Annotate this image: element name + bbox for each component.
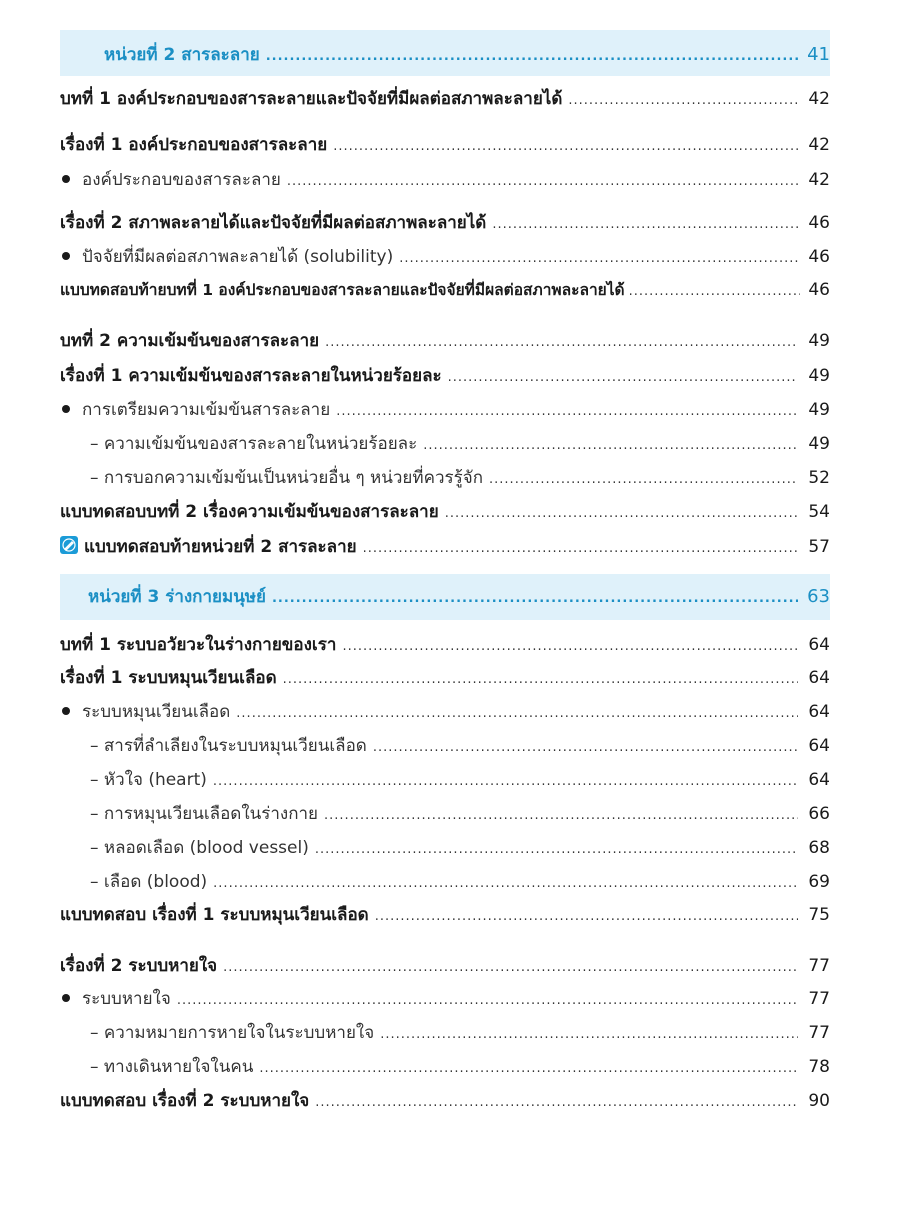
bullet-icon bbox=[62, 405, 70, 413]
toc-label: – เลือด (blood) bbox=[90, 872, 208, 892]
toc-label: เรื่องที่ 2 สภาพละลายได้และปัจจัยที่มีผลต่อสภาพละลายได้ bbox=[60, 213, 487, 233]
page-number: 75 bbox=[808, 905, 830, 925]
toc-unit-test[interactable] bbox=[60, 534, 830, 561]
dot-leader bbox=[336, 400, 798, 424]
toc-label: แบบทดสอบบทที่ 2 เรื่องความเข้มข้นของสารละลาย bbox=[60, 502, 439, 522]
dot-leader bbox=[380, 1023, 798, 1047]
page-number: 49 bbox=[808, 400, 830, 420]
dot-leader bbox=[266, 45, 798, 69]
page-number: 78 bbox=[808, 1057, 830, 1077]
pencil-icon bbox=[60, 536, 78, 554]
toc-label: แบบทดสอบ เรื่องที่ 2 ระบบหายใจ bbox=[60, 1091, 310, 1111]
toc-topic[interactable] bbox=[60, 133, 830, 159]
page-number: 77 bbox=[808, 956, 830, 976]
bullet-icon bbox=[62, 707, 70, 715]
page-number: 57 bbox=[808, 537, 830, 557]
toc-chapter[interactable] bbox=[60, 329, 830, 355]
toc-label: บทที่ 2 ความเข้มข้นของสารละลาย bbox=[60, 331, 320, 351]
toc-bullet-item[interactable] bbox=[60, 168, 830, 194]
toc-unit-3[interactable] bbox=[60, 585, 830, 611]
toc-sub-item[interactable] bbox=[60, 836, 830, 862]
toc-test[interactable] bbox=[60, 903, 830, 929]
page-number: 49 bbox=[808, 366, 830, 386]
dot-leader bbox=[629, 280, 800, 304]
toc-topic[interactable] bbox=[60, 211, 830, 237]
toc-label: แบบทดสอบท้ายหน่วยที่ 2 สารละลาย bbox=[84, 537, 357, 557]
dot-leader bbox=[375, 905, 798, 929]
toc-label: – การบอกความเข้มข้นเป็นหน่วยอื่น ๆ หน่วยที่ควรรู้จัก bbox=[90, 468, 484, 488]
toc-sub-item[interactable] bbox=[60, 734, 830, 760]
toc-label: – สารที่ลำเลียงในระบบหมุนเวียนเลือด bbox=[90, 736, 367, 756]
dot-leader bbox=[325, 331, 798, 355]
toc-sub-item[interactable] bbox=[60, 802, 830, 828]
bullet-icon bbox=[62, 175, 70, 183]
page-number: 52 bbox=[808, 468, 830, 488]
page-number: 63 bbox=[807, 586, 830, 607]
toc-label: – ทางเดินหายใจในคน bbox=[90, 1057, 254, 1077]
dot-leader bbox=[315, 838, 798, 862]
toc-bullet-item[interactable] bbox=[60, 245, 830, 271]
unit-title: หน่วยที่ 2 สารละลาย bbox=[104, 45, 260, 65]
toc-label: ปัจจัยที่มีผลต่อสภาพละลายได้ (solubility) bbox=[82, 247, 394, 267]
toc-unit-2[interactable] bbox=[60, 43, 830, 69]
toc-sub-item[interactable] bbox=[60, 1021, 830, 1047]
toc-label: เรื่องที่ 1 ความเข้มข้นของสารละลายในหน่วยร้อยละ bbox=[60, 366, 442, 386]
toc-label: การเตรียมความเข้มข้นสารละลาย bbox=[82, 400, 331, 420]
dot-leader bbox=[283, 668, 798, 692]
dot-leader bbox=[448, 366, 798, 390]
toc-label: ระบบหมุนเวียนเลือด bbox=[82, 702, 231, 722]
dot-leader bbox=[177, 989, 798, 1013]
page-number: 41 bbox=[807, 44, 830, 65]
page-number: 46 bbox=[808, 280, 830, 300]
toc-label: บทที่ 1 ระบบอวัยวะในร่างกายของเรา bbox=[60, 635, 337, 655]
dot-leader bbox=[236, 702, 798, 726]
dot-leader bbox=[324, 804, 798, 828]
page-number: 68 bbox=[808, 838, 830, 858]
dot-leader bbox=[315, 1091, 798, 1115]
toc-label: แบบทดสอบท้ายบทที่ 1 องค์ประกอบของสารละลายและปัจจัยที่มีผลต่อสภาพละลายได้ bbox=[60, 281, 625, 299]
toc-label: – การหมุนเวียนเลือดในร่างกาย bbox=[90, 804, 319, 824]
bullet-icon bbox=[62, 252, 70, 260]
dot-leader bbox=[213, 872, 798, 896]
dot-leader bbox=[287, 170, 798, 194]
bullet-icon bbox=[62, 994, 70, 1002]
toc-topic[interactable] bbox=[60, 666, 830, 692]
toc-sub-item[interactable] bbox=[60, 466, 830, 492]
page-number: 77 bbox=[808, 1023, 830, 1043]
unit-title: หน่วยที่ 3 ร่างกายมนุษย์ bbox=[88, 587, 266, 607]
page-number: 77 bbox=[808, 989, 830, 1009]
toc-sub-item[interactable] bbox=[60, 432, 830, 458]
toc-sub-item[interactable] bbox=[60, 768, 830, 794]
dot-leader bbox=[213, 770, 798, 794]
toc-label: องค์ประกอบของสารละลาย bbox=[82, 170, 281, 190]
page-number: 46 bbox=[808, 213, 830, 233]
dot-leader bbox=[333, 135, 798, 159]
toc-label: บทที่ 1 องค์ประกอบของสารละลายและปัจจัยที่มีผลต่อสภาพละลายได้ bbox=[60, 89, 563, 109]
dot-leader bbox=[223, 956, 798, 980]
toc-chapter[interactable] bbox=[60, 633, 830, 659]
page-number: 64 bbox=[808, 702, 830, 722]
dot-leader bbox=[399, 247, 798, 271]
toc-test[interactable] bbox=[60, 500, 830, 526]
toc-topic[interactable] bbox=[60, 364, 830, 390]
toc-label: เรื่องที่ 1 องค์ประกอบของสารละลาย bbox=[60, 135, 328, 155]
toc-label: เรื่องที่ 2 ระบบหายใจ bbox=[60, 956, 218, 976]
toc-label: – ความหมายการหายใจในระบบหายใจ bbox=[90, 1023, 375, 1043]
page-number: 64 bbox=[808, 770, 830, 790]
page-number: 54 bbox=[808, 502, 830, 522]
page-number: 42 bbox=[808, 89, 830, 109]
page-number: 42 bbox=[808, 170, 830, 190]
toc-chapter[interactable] bbox=[60, 87, 830, 113]
toc-bullet-item[interactable] bbox=[60, 987, 830, 1013]
page-number: 64 bbox=[808, 635, 830, 655]
toc-label: แบบทดสอบ เรื่องที่ 1 ระบบหมุนเวียนเลือด bbox=[60, 905, 369, 925]
toc-label: – หลอดเลือด (blood vessel) bbox=[90, 838, 309, 858]
page-number: 46 bbox=[808, 247, 830, 267]
toc-test[interactable] bbox=[60, 1089, 830, 1115]
dot-leader bbox=[259, 1057, 798, 1081]
toc-label: – ความเข้มข้นของสารละลายในหน่วยร้อยละ bbox=[90, 434, 418, 454]
page-number: 64 bbox=[808, 668, 830, 688]
dot-leader bbox=[272, 587, 798, 611]
toc-label: ระบบหายใจ bbox=[82, 989, 171, 1009]
page-number: 42 bbox=[808, 135, 830, 155]
toc-test[interactable] bbox=[60, 278, 830, 304]
dot-leader bbox=[373, 736, 798, 760]
page-number: 64 bbox=[808, 736, 830, 756]
toc-sub-item[interactable] bbox=[60, 1055, 830, 1081]
page-number: 49 bbox=[808, 434, 830, 454]
dot-leader bbox=[423, 434, 798, 458]
dot-leader bbox=[363, 537, 798, 561]
page-number: 49 bbox=[808, 331, 830, 351]
page-number: 66 bbox=[808, 804, 830, 824]
toc-bullet-item[interactable] bbox=[60, 398, 830, 424]
dot-leader bbox=[445, 502, 798, 526]
toc-topic[interactable] bbox=[60, 954, 830, 980]
toc-bullet-item[interactable] bbox=[60, 700, 830, 726]
toc-label: – หัวใจ (heart) bbox=[90, 770, 207, 790]
dot-leader bbox=[568, 89, 798, 113]
dot-leader bbox=[342, 635, 798, 659]
toc-sub-item[interactable] bbox=[60, 870, 830, 896]
dot-leader bbox=[489, 468, 798, 492]
dot-leader bbox=[492, 213, 798, 237]
page-number: 69 bbox=[808, 872, 830, 892]
toc-label: เรื่องที่ 1 ระบบหมุนเวียนเลือด bbox=[60, 668, 277, 688]
page-number: 90 bbox=[808, 1091, 830, 1111]
